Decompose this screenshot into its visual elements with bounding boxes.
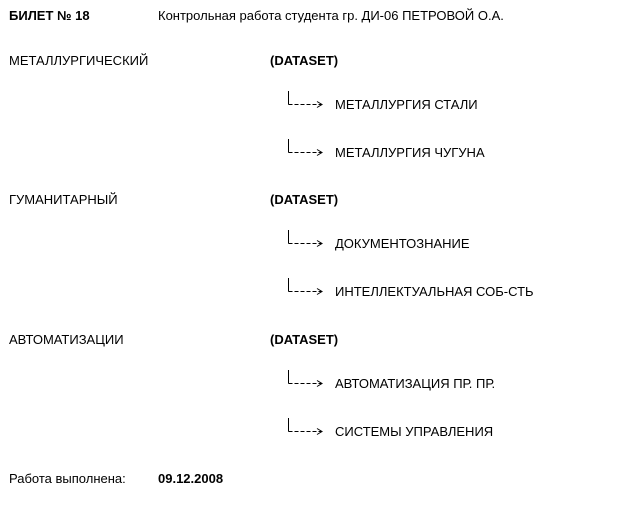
dataset-label: (DATASET)	[270, 332, 339, 347]
tree-item	[287, 370, 607, 390]
faculty-group-automation	[0, 332, 618, 472]
tree-item	[287, 418, 607, 438]
tree-item-label: СИСТЕМЫ УПРАВЛЕНИЯ	[335, 424, 494, 439]
dashed-arrow-icon	[287, 278, 327, 298]
faculty-group-metallurgy	[0, 53, 618, 193]
dashed-arrow-icon	[287, 91, 327, 111]
ticket-number: БИЛЕТ № 18	[9, 8, 90, 23]
work-description: Контрольная работа студента гр. ДИ-06 ПЕТРОВОЙ О.А.	[158, 8, 504, 23]
completion-label: Работа выполнена:	[9, 471, 126, 486]
dashed-arrow-icon	[287, 230, 327, 250]
tree-item	[287, 278, 607, 298]
tree-item-label: АВТОМАТИЗАЦИЯ ПР. ПР.	[335, 376, 496, 391]
tree-item	[287, 230, 607, 250]
faculty-name: АВТОМАТИЗАЦИИ	[9, 332, 124, 347]
dataset-label: (DATASET)	[270, 192, 339, 207]
completion-date: 09.12.2008	[158, 471, 224, 486]
faculty-group-humanities	[0, 192, 618, 332]
tree-item-label: МЕТАЛЛУРГИЯ ЧУГУНА	[335, 145, 485, 160]
dashed-arrow-icon	[287, 418, 327, 438]
tree-item-label: ИНТЕЛЛЕКТУАЛЬНАЯ СОБ-СТЬ	[335, 284, 534, 299]
dashed-arrow-icon	[287, 139, 327, 159]
tree-item-label: МЕТАЛЛУРГИЯ СТАЛИ	[335, 97, 478, 112]
tree-item-label: ДОКУМЕНТОЗНАНИЕ	[335, 236, 470, 251]
tree-item	[287, 91, 607, 111]
tree-item	[287, 139, 607, 159]
dataset-label: (DATASET)	[270, 53, 339, 68]
dashed-arrow-icon	[287, 370, 327, 390]
faculty-name: МЕТАЛЛУРГИЧЕСКИЙ	[9, 53, 149, 68]
faculty-name: ГУМАНИТАРНЫЙ	[9, 192, 118, 207]
